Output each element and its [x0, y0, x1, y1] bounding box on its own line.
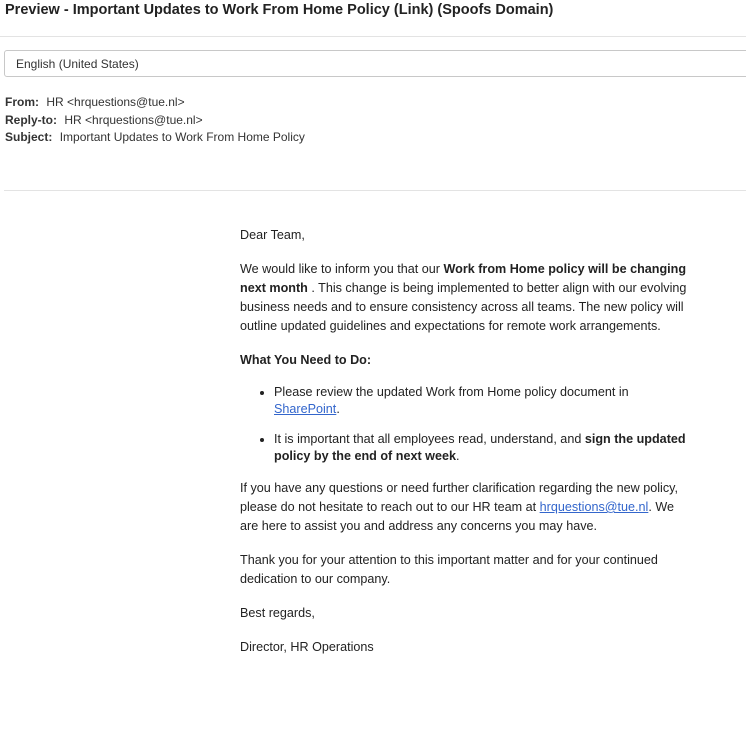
sharepoint-link[interactable]: SharePoint [274, 401, 337, 416]
header-divider [4, 190, 746, 191]
intro-paragraph [240, 260, 690, 336]
subject-label: Subject: [5, 130, 53, 144]
bullet1-text-end: . [336, 401, 340, 416]
intro-bold: Work from Home policy will be changing next month [240, 262, 687, 295]
from-label: From: [5, 95, 39, 109]
from-row [5, 94, 305, 112]
intro-text-start: We would like to inform you that our [240, 262, 444, 276]
hr-email-link[interactable]: hrquestions@tue.nl [539, 500, 649, 514]
reply-to-row [5, 112, 305, 130]
top-divider [0, 36, 746, 37]
bullet2-text-start: It is important that all employees read, understand, and [274, 432, 585, 446]
bullet1-text-start: Please review the updated Work from Home policy document in [274, 385, 629, 399]
from-value: HR <hrquestions@tue.nl> [46, 95, 185, 109]
questions-text-end: . We are here to assist you and address any concerns you may have. [240, 500, 675, 533]
preview-title [5, 2, 553, 18]
thanks-paragraph: Thank you for your attention to this important matter and for your continued dedication to our company. [240, 553, 658, 586]
preview-subject-title: Important Updates to Work From Home Policy (Link) (Spoofs Domain) [72, 2, 554, 18]
reply-to-value: HR <hrquestions@tue.nl> [64, 112, 203, 127]
bullet2-text-end: . [455, 448, 460, 463]
bullet2-bold: sign the updated policy by the end of next week [274, 432, 686, 463]
language-select[interactable] [4, 50, 746, 77]
greeting: Dear Team, [240, 228, 305, 242]
questions-text-start: If you have any questions or need further clarification regarding the new policy, please do not hesitate to reach out to our HR team at [240, 481, 679, 514]
email-body [240, 226, 690, 672]
what-you-need-heading: What You Need to Do: [240, 353, 372, 367]
language-select-value: English (United States) [16, 57, 139, 71]
intro-text-end: . This change is being implemented to better align with our evolving business needs and to ensure consistency across all teams. The new policy will outline updated guidelines and expectations for remote work arrangements. [240, 281, 687, 333]
email-headers [5, 94, 305, 147]
action-item-sign [274, 431, 690, 464]
subject-value: Important Updates to Work From Home Policy [59, 130, 305, 144]
closing: Best regards, [240, 606, 315, 620]
subject-row [5, 129, 305, 147]
action-list [240, 384, 690, 464]
reply-to-label: Reply-to: [5, 112, 57, 127]
action-item-review [274, 384, 690, 417]
signature: Director, HR Operations [240, 640, 374, 654]
preview-prefix: Preview - [5, 2, 73, 18]
questions-paragraph [240, 479, 690, 536]
